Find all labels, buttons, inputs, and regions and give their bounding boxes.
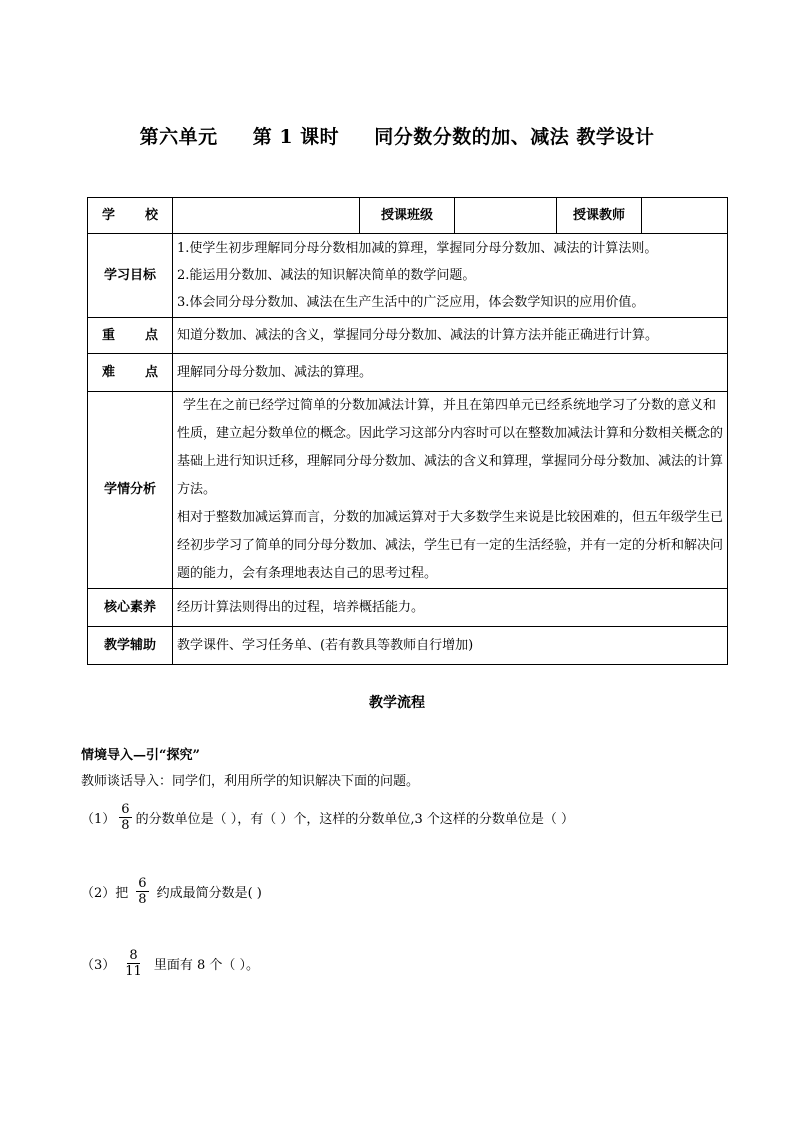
key-label: 重 点 bbox=[88, 318, 173, 354]
fraction-denominator: 8 bbox=[121, 818, 130, 833]
difficulty-label: 难 点 bbox=[88, 354, 173, 392]
title-topic: 同分数分数的加、减法 教学设计 bbox=[374, 126, 655, 148]
row-aids bbox=[88, 627, 728, 665]
goal-item: 2.能运用分数加、减法的知识解决简单的数学问题。 bbox=[177, 268, 476, 283]
question-prefix: （3） bbox=[81, 958, 116, 973]
fraction-denominator: 11 bbox=[125, 964, 142, 979]
question-text: 里面有 8 个（ ）。 bbox=[153, 958, 259, 973]
teacher-label: 授课教师 bbox=[557, 198, 642, 234]
question-prefix: （2）把 bbox=[81, 886, 129, 901]
row-literacy bbox=[88, 589, 728, 627]
question-1 bbox=[81, 802, 574, 833]
question-2 bbox=[81, 876, 262, 907]
difficulty-value: 理解同分母分数加、减法的算理。 bbox=[173, 354, 728, 392]
fraction-numerator: 6 bbox=[121, 802, 130, 817]
question-3 bbox=[81, 948, 259, 979]
teacher-value bbox=[642, 198, 728, 234]
literacy-label: 核心素养 bbox=[88, 589, 173, 627]
fraction-numerator: 6 bbox=[138, 876, 147, 891]
school-label: 学 校 bbox=[88, 198, 173, 234]
school-value bbox=[173, 198, 360, 234]
analysis-paragraph: 相对于整数加减运算而言，分数的加减运算对于大多数学生来说是比较困难的，但五年级学生已经初步学习了简单的同分母分数加、减法，学生已有一定的生活经验，并有一定的分析和解决问题的能力，会有条理地表达自己的思考过程。 bbox=[177, 510, 724, 581]
fraction-numerator: 8 bbox=[129, 948, 138, 963]
literacy-value: 经历计算法则得出的过程，培养概括能力。 bbox=[173, 589, 728, 627]
analysis-paragraph: 学生在之前已经学过简单的分数加减法计算，并且在第四单元已经系统地学习了分数的意义和性质，建立起分数单位的概念。因此学习这部分内容时可以在整数加减法计算和分数相关概念的基础上进行知识迁移，理解同分母分数加、减法的含义和算理，掌握同分母分数加、减法的计算方法。 bbox=[177, 398, 724, 497]
row-basic-info bbox=[88, 198, 728, 234]
lesson-info-table bbox=[87, 197, 728, 665]
question-prefix: （1） bbox=[81, 812, 116, 827]
analysis-label: 学情分析 bbox=[88, 392, 173, 589]
key-value: 知道分数加、减法的含义，掌握同分母分数加、减法的计算方法并能正确进行计算。 bbox=[173, 318, 728, 354]
page-title bbox=[0, 122, 794, 149]
section-intro: 教师谈话导入：同学们，利用所学的知识解决下面的问题。 bbox=[81, 774, 420, 789]
goal-item: 1.使学生初步理解同分母分数相加减的算理，掌握同分母分数加、减法的计算法则。 bbox=[177, 241, 658, 256]
row-goals bbox=[88, 234, 728, 318]
class-value bbox=[455, 198, 557, 234]
goals-label: 学习目标 bbox=[88, 234, 173, 318]
fraction-denominator: 8 bbox=[138, 892, 147, 907]
fraction bbox=[119, 802, 131, 833]
aids-value: 教学课件、学习任务单、(若有教具等教师自行增加) bbox=[173, 627, 728, 665]
aids-label: 教学辅助 bbox=[88, 627, 173, 665]
analysis-cell bbox=[173, 392, 728, 589]
row-difficulty bbox=[88, 354, 728, 392]
class-label: 授课班级 bbox=[360, 198, 455, 234]
section-heading: 情境导入—引“探究” bbox=[81, 748, 200, 763]
fraction bbox=[136, 876, 148, 907]
row-analysis bbox=[88, 392, 728, 589]
title-unit: 第六单元 bbox=[139, 126, 218, 148]
goal-item: 3.体会同分母分数加、减法在生产生活中的广泛应用，体会数学知识的应用价值。 bbox=[177, 295, 645, 310]
goals-cell bbox=[173, 234, 728, 318]
fraction bbox=[123, 948, 144, 979]
title-lesson: 第 1 课时 bbox=[252, 126, 340, 148]
flow-title: 教学流程 bbox=[369, 695, 425, 711]
row-key-point bbox=[88, 318, 728, 354]
question-text: 的分数单位是（ ），有（ ）个，这样的分数单位,3 个这样的分数单位是（ ） bbox=[135, 812, 574, 827]
question-text: 约成最简分数是( ) bbox=[156, 886, 262, 901]
